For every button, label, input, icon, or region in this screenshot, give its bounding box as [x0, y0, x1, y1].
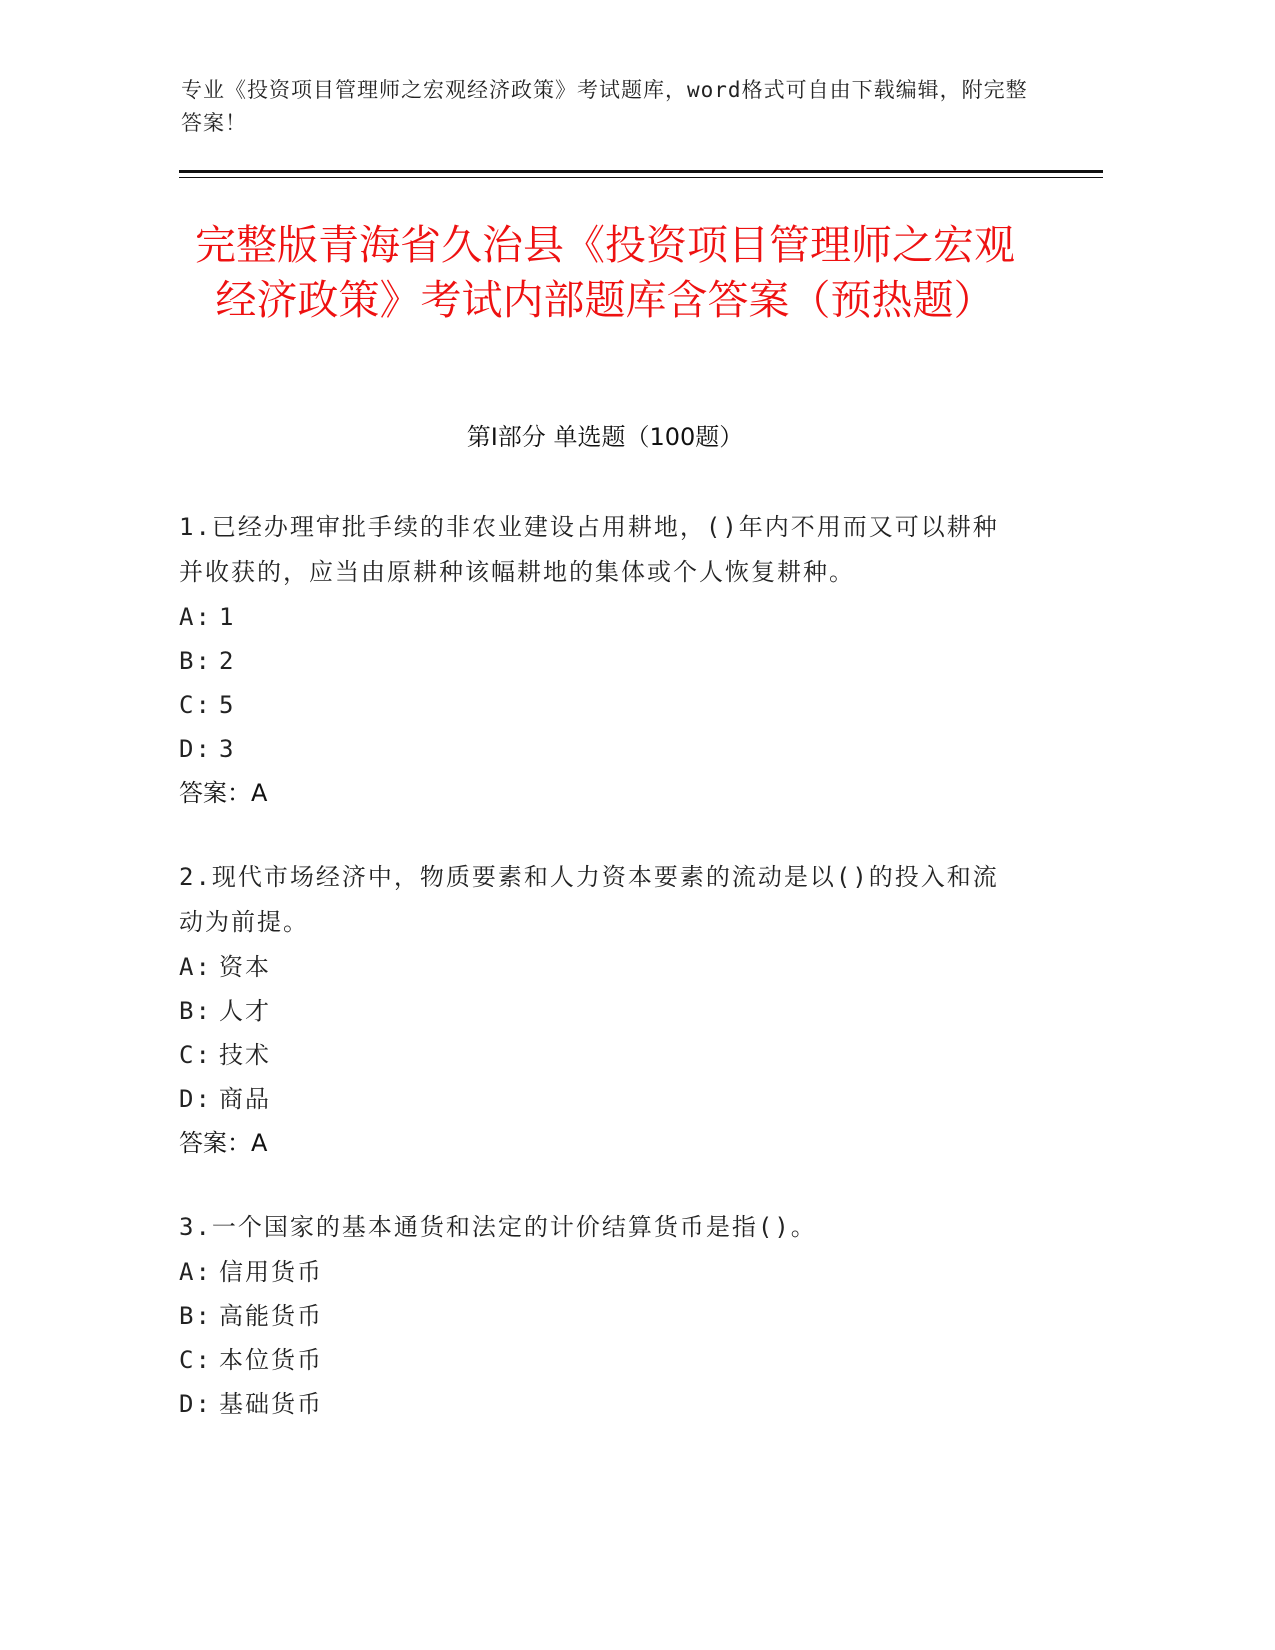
option-d [179, 1077, 1019, 1121]
question-stem: 1.已经办理审批手续的非农业建设占用耕地，()年内不用而又可以耕种并收获的，应当由原耕种该幅耕地的集体或个人恢复耕种。 [179, 513, 999, 586]
answer-line [179, 771, 1019, 815]
option-c [179, 1338, 1019, 1382]
option-letter: C: [179, 1041, 212, 1069]
option-a [179, 1250, 1019, 1294]
option-letter: B: [179, 647, 212, 675]
option-c [179, 683, 1019, 727]
answer-label: 答案： [179, 1129, 251, 1157]
header-divider-thick [179, 170, 1103, 173]
option-a [179, 945, 1019, 989]
option-letter: A: [179, 953, 212, 981]
header-divider-thin [179, 177, 1103, 178]
section-title: 第I部分 单选题（100题） [466, 423, 744, 451]
option-letter: C: [179, 1346, 212, 1374]
option-text: 本位货币 [219, 1346, 323, 1374]
answer-line [179, 1121, 1019, 1165]
answer-label: 答案： [179, 779, 251, 807]
option-letter: D: [179, 735, 212, 763]
option-letter: C: [179, 691, 212, 719]
option-b [179, 989, 1019, 1033]
option-b [179, 1294, 1019, 1338]
document-title: 完整版青海省久治县《投资项目管理师之宏观经济政策》考试内部题库含答案（预热题） [195, 221, 1015, 324]
option-letter: B: [179, 997, 212, 1025]
option-letter: A: [179, 1258, 212, 1286]
option-d [179, 1382, 1019, 1426]
option-letter: B: [179, 1302, 212, 1330]
option-text: 高能货币 [219, 1302, 323, 1330]
option-letter: A: [179, 603, 212, 631]
question-3 [179, 1205, 1019, 1426]
option-b [179, 639, 1019, 683]
option-text: 基础货币 [219, 1390, 323, 1418]
answer-value: A [251, 779, 268, 807]
option-letter: D: [179, 1390, 212, 1418]
answer-value: A [251, 1129, 268, 1157]
question-1 [179, 505, 1019, 815]
option-text: 信用货币 [219, 1258, 323, 1286]
option-d [179, 727, 1019, 771]
header-note: 专业《投资项目管理师之宏观经济政策》考试题库，word格式可自由下载编辑，附完整答案！ [181, 78, 1028, 135]
option-text: 1 [219, 603, 236, 631]
option-letter: D: [179, 1085, 212, 1113]
option-text: 商品 [219, 1085, 271, 1113]
question-2 [179, 855, 1019, 1165]
question-stem: 2.现代市场经济中，物质要素和人力资本要素的流动是以()的投入和流动为前提。 [179, 863, 999, 936]
option-text: 资本 [219, 953, 271, 981]
option-c [179, 1033, 1019, 1077]
option-text: 5 [219, 691, 236, 719]
option-a [179, 595, 1019, 639]
option-text: 3 [219, 735, 236, 763]
option-text: 人才 [219, 997, 271, 1025]
question-list [179, 505, 1019, 1466]
option-text: 2 [219, 647, 236, 675]
question-stem: 3.一个国家的基本通货和法定的计价结算货币是指()。 [179, 1213, 817, 1241]
option-text: 技术 [219, 1041, 271, 1069]
